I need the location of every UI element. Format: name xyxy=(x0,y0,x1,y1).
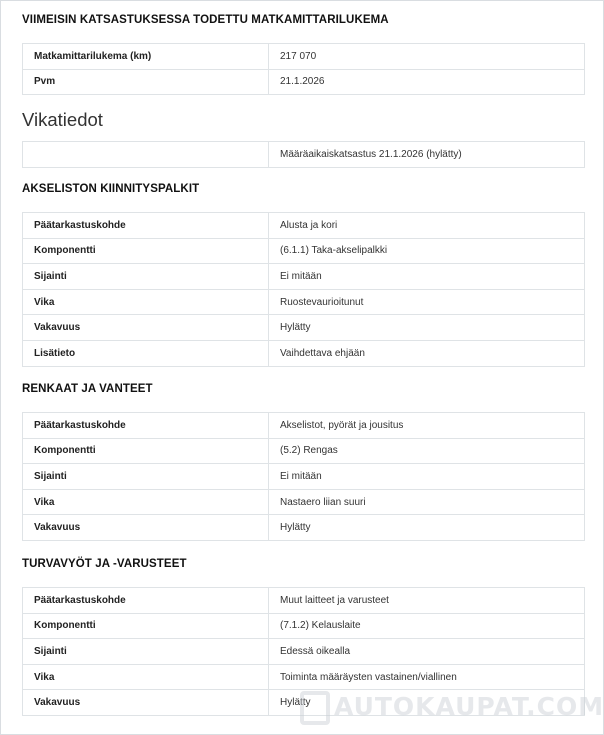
section-table-axle-mounts xyxy=(22,212,585,367)
table-row xyxy=(23,238,585,264)
row-label: Vakavuus xyxy=(23,515,269,541)
row-value: Hylätty xyxy=(269,315,585,341)
row-label: Sijainti xyxy=(23,464,269,490)
table-row xyxy=(23,613,585,639)
watermark-logo xyxy=(300,683,604,731)
table-row xyxy=(23,213,585,239)
table-row xyxy=(23,142,585,168)
table-row xyxy=(23,44,585,70)
row-value: Alusta ja kori xyxy=(269,213,585,239)
row-label: Komponentti xyxy=(23,438,269,464)
row-label: Vika xyxy=(23,489,269,515)
table-row xyxy=(23,588,585,614)
row-value: Edessä oikealla xyxy=(269,639,585,665)
row-label: Sijainti xyxy=(23,639,269,665)
row-value: Vaihdettava ehjään xyxy=(269,340,585,366)
row-value: Ei mitään xyxy=(269,464,585,490)
row-value: Akselistot, pyörät ja jousitus xyxy=(269,413,585,439)
table-row xyxy=(23,340,585,366)
inspection-table xyxy=(22,141,585,168)
row-value: Nastaero liian suuri xyxy=(269,489,585,515)
row-value: Ruostevaurioitunut xyxy=(269,289,585,315)
section-title-seatbelts: TURVAVYÖT JA -VARUSTEET xyxy=(22,558,187,570)
row-label: Komponentti xyxy=(23,613,269,639)
row-value: (5.2) Rengas xyxy=(269,438,585,464)
watermark-text: AUTOKAUPAT.COM xyxy=(334,692,604,721)
row-value: Hylätty xyxy=(269,515,585,541)
table-row xyxy=(23,315,585,341)
row-label: Vakavuus xyxy=(23,315,269,341)
row-value: Ei mitään xyxy=(269,264,585,290)
table-row xyxy=(23,438,585,464)
odometer-section-title: VIIMEISIN KATSASTUKSESSA TODETTU MATKAMITTARILUKEMA xyxy=(22,14,389,26)
row-label: Päätarkastuskohde xyxy=(23,588,269,614)
watermark-mark-icon xyxy=(300,691,330,725)
row-label: Vika xyxy=(23,289,269,315)
row-value: (7.1.2) Kelauslaite xyxy=(269,613,585,639)
row-label: Vika xyxy=(23,664,269,690)
row-label: Lisätieto xyxy=(23,340,269,366)
table-row xyxy=(23,464,585,490)
row-value: Muut laitteet ja varusteet xyxy=(269,588,585,614)
row-value: (6.1.1) Taka-akselipalkki xyxy=(269,238,585,264)
row-value: Hylätty xyxy=(269,690,585,716)
table-row xyxy=(23,264,585,290)
table-row xyxy=(23,515,585,541)
defects-heading: Vikatiedot xyxy=(22,109,103,130)
row-value: 217 070 xyxy=(269,44,585,70)
table-row xyxy=(23,69,585,95)
row-label xyxy=(23,142,269,168)
row-label: Vakavuus xyxy=(23,690,269,716)
row-label: Sijainti xyxy=(23,264,269,290)
row-label: Päätarkastuskohde xyxy=(23,213,269,239)
row-label: Pvm xyxy=(23,69,269,95)
section-title-tyres-rims: RENKAAT JA VANTEET xyxy=(22,383,153,395)
table-row xyxy=(23,639,585,665)
odometer-table xyxy=(22,43,585,95)
section-table-tyres-rims xyxy=(22,412,585,541)
section-title-axle-mounts: AKSELISTON KIINNITYSPALKIT xyxy=(22,183,200,195)
table-row xyxy=(23,289,585,315)
table-row xyxy=(23,413,585,439)
table-row xyxy=(23,489,585,515)
row-label: Matkamittarilukema (km) xyxy=(23,44,269,70)
row-value: 21.1.2026 xyxy=(269,69,585,95)
row-value: Toiminta määräysten vastainen/viallinen xyxy=(269,664,585,690)
inspection-value: Määräaikaiskatsastus 21.1.2026 (hylätty) xyxy=(269,142,585,168)
row-label: Päätarkastuskohde xyxy=(23,413,269,439)
row-label: Komponentti xyxy=(23,238,269,264)
